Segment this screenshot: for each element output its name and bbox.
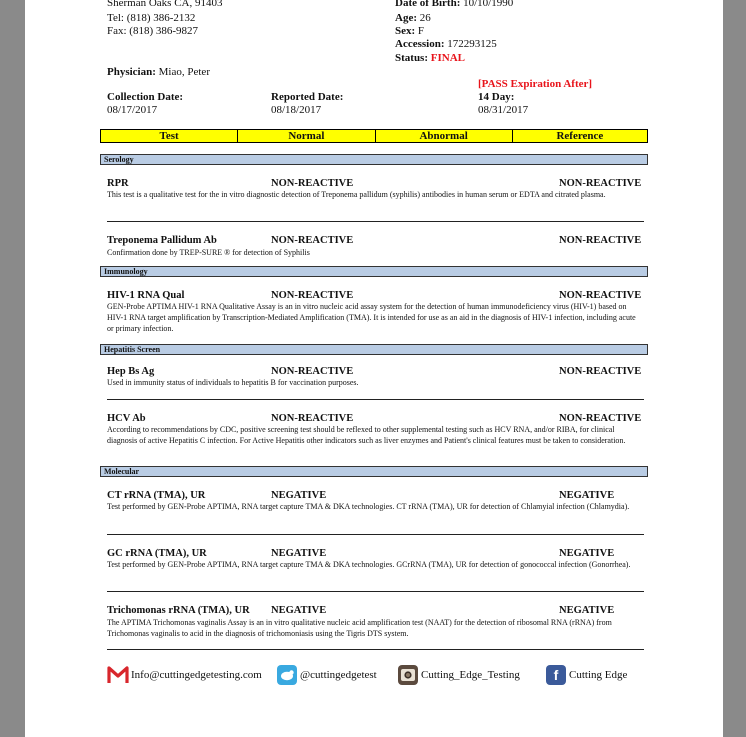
test-normal: NEGATIVE [271, 605, 327, 616]
footer-facebook[interactable]: f Cutting Edge [546, 665, 627, 685]
collection-date: 08/17/2017 [107, 104, 158, 116]
col-reference: Reference [556, 130, 604, 142]
collection-date-label: Collection Date: [107, 91, 184, 103]
divider [107, 649, 644, 650]
gmail-icon [107, 665, 129, 685]
divider [107, 534, 644, 535]
test-reference: NON-REACTIVE [559, 413, 642, 424]
test-name: Trichomonas rRNA (TMA), UR [107, 605, 250, 616]
divider [107, 221, 644, 222]
section-molecular: Molecular [100, 466, 648, 477]
divider [107, 591, 644, 592]
test-reference: NEGATIVE [559, 548, 615, 559]
test-name: HCV Ab [107, 413, 146, 424]
test-reference: NEGATIVE [559, 605, 615, 616]
footer-instagram[interactable]: Cutting_Edge_Testing [398, 665, 520, 685]
test-description: Test performed by GEN-Probe APTIMA, RNA target capture TMA & DKA technologies. CT rRNA (TMA), UR for detection of Chlamyial infection (Chlamydia). [107, 502, 630, 511]
test-name: RPR [107, 178, 129, 189]
sex-row: Sex: F [395, 25, 425, 37]
reported-date: 08/18/2017 [271, 104, 322, 116]
footer-twitter[interactable]: @cuttingedgetest [277, 665, 377, 685]
age-row: Age: 26 [395, 12, 431, 24]
test-reference: NEGATIVE [559, 490, 615, 501]
lab-address: Sherman Oaks CA, 91403 [107, 0, 223, 9]
test-description: Used in immunity status of individuals to hepatitis B for vaccination purposes. [107, 378, 359, 387]
test-description: Test performed by GEN-Probe APTIMA, RNA target capture TMA & DKA technologies. GCrRNA (TMA), UR for detection of gonococcal infection (Gonorrhea). [107, 560, 631, 569]
status-row: Status: FINAL [395, 52, 465, 64]
test-name: Treponema Pallidum Ab [107, 235, 217, 246]
test-normal: NON-REACTIVE [271, 290, 354, 301]
physician-row: Physician: Miao, Peter [107, 66, 210, 78]
test-description: GEN-Probe APTIMA HIV-1 RNA Qualitative Assay is an in vitro nucleic acid assay system for the detection of human immunodeficiency virus (HIV-1) based on HIV-1 RNA target amplification by Transcription-Mediated Amplification (TMA). It is intended for use as an aid in the diagnosis of HIV-1 infection, including acute or primary infection. [107, 302, 636, 333]
col-normal: Normal [238, 130, 375, 142]
test-normal: NON-REACTIVE [271, 413, 354, 424]
day14-date: 08/31/2017 [478, 104, 529, 116]
accession-row: Accession: 172293125 [395, 38, 497, 50]
footer-email[interactable]: Info@cuttingedgetesting.com [107, 665, 262, 685]
report-page [25, 0, 723, 737]
test-normal: NON-REACTIVE [271, 366, 354, 377]
pass-expiration-note: [PASS Expiration After] [478, 78, 593, 90]
section-serology: Serology [100, 154, 648, 165]
twitter-icon [277, 665, 297, 685]
test-description: According to recommendations by CDC, positive screening test should be reflexed to other supplemental testing such as HCV RNA, and/or RIBA, for clinical diagnosis of active Hepatitis C infection. For Active Hepatitis other indicators such as liver enzymes and Patient's clinical features must be taken to consideration. [107, 425, 626, 445]
dob-row: Date of Birth: 10/10/1990 [395, 0, 514, 9]
divider [107, 399, 644, 400]
col-test: Test [101, 130, 238, 142]
test-description: The APTIMA Trichomonas vaginalis Assay is an in vitro qualitative nucleic acid amplification test (NAAT) for the detection of ribosomal RNA (rRNA) from Trichomonas vaginalis to acid in the diagnosis of trichomoniasis using the Tigris DTS system. [107, 618, 612, 638]
test-description: Confirmation done by TREP-SURE ® for detection of Syphilis [107, 248, 310, 257]
test-reference: NON-REACTIVE [559, 235, 642, 246]
col-abnormal: Abnormal [376, 130, 513, 142]
test-name: Hep Bs Ag [107, 366, 155, 377]
test-reference: NON-REACTIVE [559, 178, 642, 189]
test-name: GC rRNA (TMA), UR [107, 548, 207, 559]
lab-tel: Tel: (818) 386-2132 [107, 12, 196, 24]
section-hepatitis: Hepatitis Screen [100, 344, 648, 355]
facebook-icon: f [546, 665, 566, 685]
status-badge: FINAL [430, 52, 465, 64]
test-description: This test is a qualitative test for the in vitro diagnostic detection of Treponema pallidum (syphilis) antibodies in human serum or EDTA and citrated plasma. [107, 190, 606, 199]
test-reference: NON-REACTIVE [559, 366, 642, 377]
test-normal: NEGATIVE [271, 548, 327, 559]
day14-label: 14 Day: [478, 91, 515, 103]
results-table-header [100, 129, 648, 143]
test-normal: NON-REACTIVE [271, 235, 354, 246]
instagram-icon [398, 665, 418, 685]
test-normal: NON-REACTIVE [271, 178, 354, 189]
lab-fax: Fax: (818) 386-9827 [107, 25, 199, 37]
section-immunology: Immunology [100, 266, 648, 277]
test-name: CT rRNA (TMA), UR [107, 490, 206, 501]
test-reference: NON-REACTIVE [559, 290, 642, 301]
test-normal: NEGATIVE [271, 490, 327, 501]
test-name: HIV-1 RNA Qual [107, 290, 185, 301]
reported-date-label: Reported Date: [271, 91, 344, 103]
